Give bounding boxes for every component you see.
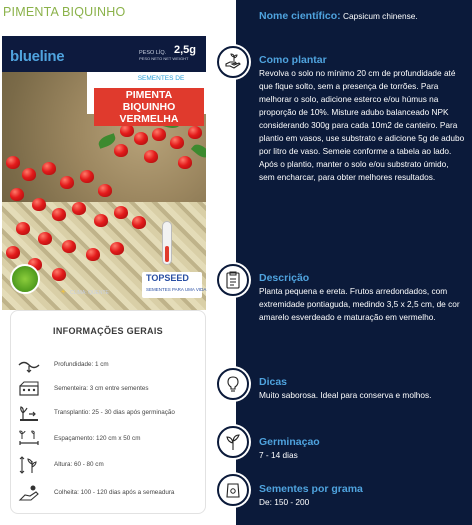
spacing-icon — [18, 430, 40, 448]
pepper — [32, 198, 46, 211]
plant-step-marker — [217, 46, 249, 78]
pepper — [152, 128, 166, 141]
packet-subtitle: SEMENTES DE — [137, 75, 185, 82]
seeds-text: De: 150 - 200 — [259, 497, 310, 507]
info-row-spacing — [18, 430, 203, 450]
pepper — [144, 150, 158, 163]
info-depth-text: Profundidade: 1 cm — [54, 361, 109, 368]
info-transplant-text: Transplantio: 25 - 30 dias após germinação — [54, 409, 175, 416]
info-row-transplant — [18, 404, 203, 424]
germination-step-marker — [217, 426, 249, 458]
germination-section — [259, 436, 465, 462]
pepper — [80, 170, 94, 183]
seeds-step-marker — [217, 474, 249, 506]
general-info-title: INFORMAÇÕES GERAIS — [53, 326, 163, 336]
pepper — [86, 248, 100, 261]
pepper — [188, 126, 202, 139]
plant-text: Revolva o solo no mínimo 20 cm de profundidade até que fique solto, sem a presença de torrões. Para melhorar o solo, adicione esterco e/ou húmus na proporção de 10%. Misture adubo balanceado NPK considerando 300g para cada 10m2 de canteiro. Para plantio em vasos, use substrato e adicione 5g de adubo por litro de vaso. Semeie conforme a tabela ao lado. Após o plantio, manter o solo e/ou substrato úmido, sem encharcar, para obter melhores resultados. — [259, 68, 465, 182]
lightbulb-icon — [224, 375, 242, 393]
pepper — [134, 132, 148, 145]
pepper — [22, 168, 36, 181]
packet-product-name-line2: BIQUINHO VERMELHA — [119, 101, 179, 125]
info-row-harvest — [18, 484, 203, 504]
tips-step-marker — [217, 368, 249, 400]
planting-hand-icon — [224, 53, 242, 71]
scientific-name-value: Capsicum chinense. — [340, 11, 418, 21]
germination-text: 7 - 14 dias — [259, 450, 298, 460]
pepper — [6, 156, 20, 169]
description-step-marker — [217, 264, 249, 296]
certification-badge-icon — [10, 264, 40, 294]
description-section — [259, 272, 465, 324]
pepper — [98, 184, 112, 197]
pepper — [16, 222, 30, 235]
info-sowing-text: Sementeira: 3 cm entre sementes — [54, 385, 149, 392]
topseed-logo: TOPSEED — [146, 273, 189, 283]
germination-title: Germinaçao — [259, 436, 320, 448]
harvest-icon — [18, 484, 40, 502]
pepper — [38, 232, 52, 245]
plant-section — [259, 54, 465, 184]
sowing-icon — [18, 380, 40, 398]
pepper — [178, 156, 192, 169]
pepper — [114, 144, 128, 157]
sun-icon: ☀ — [60, 289, 67, 296]
climate-label: CLIMA: QUENTE — [70, 290, 109, 296]
packet-product-name — [94, 88, 204, 126]
tips-text: Muito saborosa. Ideal para conserva e molhos. — [259, 390, 432, 400]
scientific-name-label: Nome científico: — [259, 10, 341, 22]
pepper — [52, 268, 66, 281]
net-weight-sub-text: PESO NETO NET WEIGHT — [139, 56, 189, 61]
net-weight-value: 2,5g — [174, 44, 197, 56]
info-row-depth — [18, 356, 203, 376]
seed-packet-icon — [224, 481, 242, 499]
seeds-title: Sementes por grama — [259, 483, 363, 495]
sprout-icon — [224, 433, 242, 451]
info-row-height — [18, 456, 203, 476]
transplant-icon — [18, 404, 40, 422]
pepper — [132, 216, 146, 229]
pepper — [42, 162, 56, 175]
brand-logo: blueline — [10, 48, 65, 65]
thermometer-level — [165, 246, 169, 262]
packet-product-name-line1: PIMENTA — [125, 89, 173, 101]
seeds-section — [259, 483, 465, 509]
info-height-text: Altura: 60 - 80 cm — [54, 461, 104, 468]
pepper — [110, 242, 124, 255]
pepper — [62, 240, 76, 253]
description-text: Planta pequena e ereta. Frutos arredondados, com extremidade pontiaguda, medindo 3,5 x 2,5 cm, de cor amarelo esverdeado e maturação em vermelho. — [259, 286, 460, 322]
tips-section — [259, 376, 465, 402]
topseed-tagline: SEMENTES PARA UMA VIDA — [146, 287, 207, 292]
pepper — [114, 206, 128, 219]
pepper — [72, 202, 86, 215]
height-icon — [18, 456, 40, 474]
product-title: PIMENTA BIQUINHO — [3, 5, 126, 19]
pepper — [52, 208, 66, 221]
pepper — [170, 136, 184, 149]
pepper — [60, 176, 74, 189]
description-title: Descrição — [259, 272, 310, 284]
scientific-name — [259, 6, 465, 24]
info-spacing-text: Espaçamento: 120 cm x 50 cm — [54, 435, 141, 442]
info-row-sowing — [18, 380, 203, 400]
tips-title: Dicas — [259, 376, 288, 388]
plant-title: Como plantar — [259, 54, 327, 66]
depth-icon — [18, 356, 40, 374]
pepper — [6, 246, 20, 259]
clipboard-icon — [224, 271, 242, 289]
info-harvest-text: Colheita: 100 - 120 dias após a semeadura — [54, 489, 175, 496]
pepper — [94, 214, 108, 227]
net-weight-label-text: PESO LÍQ. — [139, 50, 167, 56]
pepper — [10, 188, 24, 201]
